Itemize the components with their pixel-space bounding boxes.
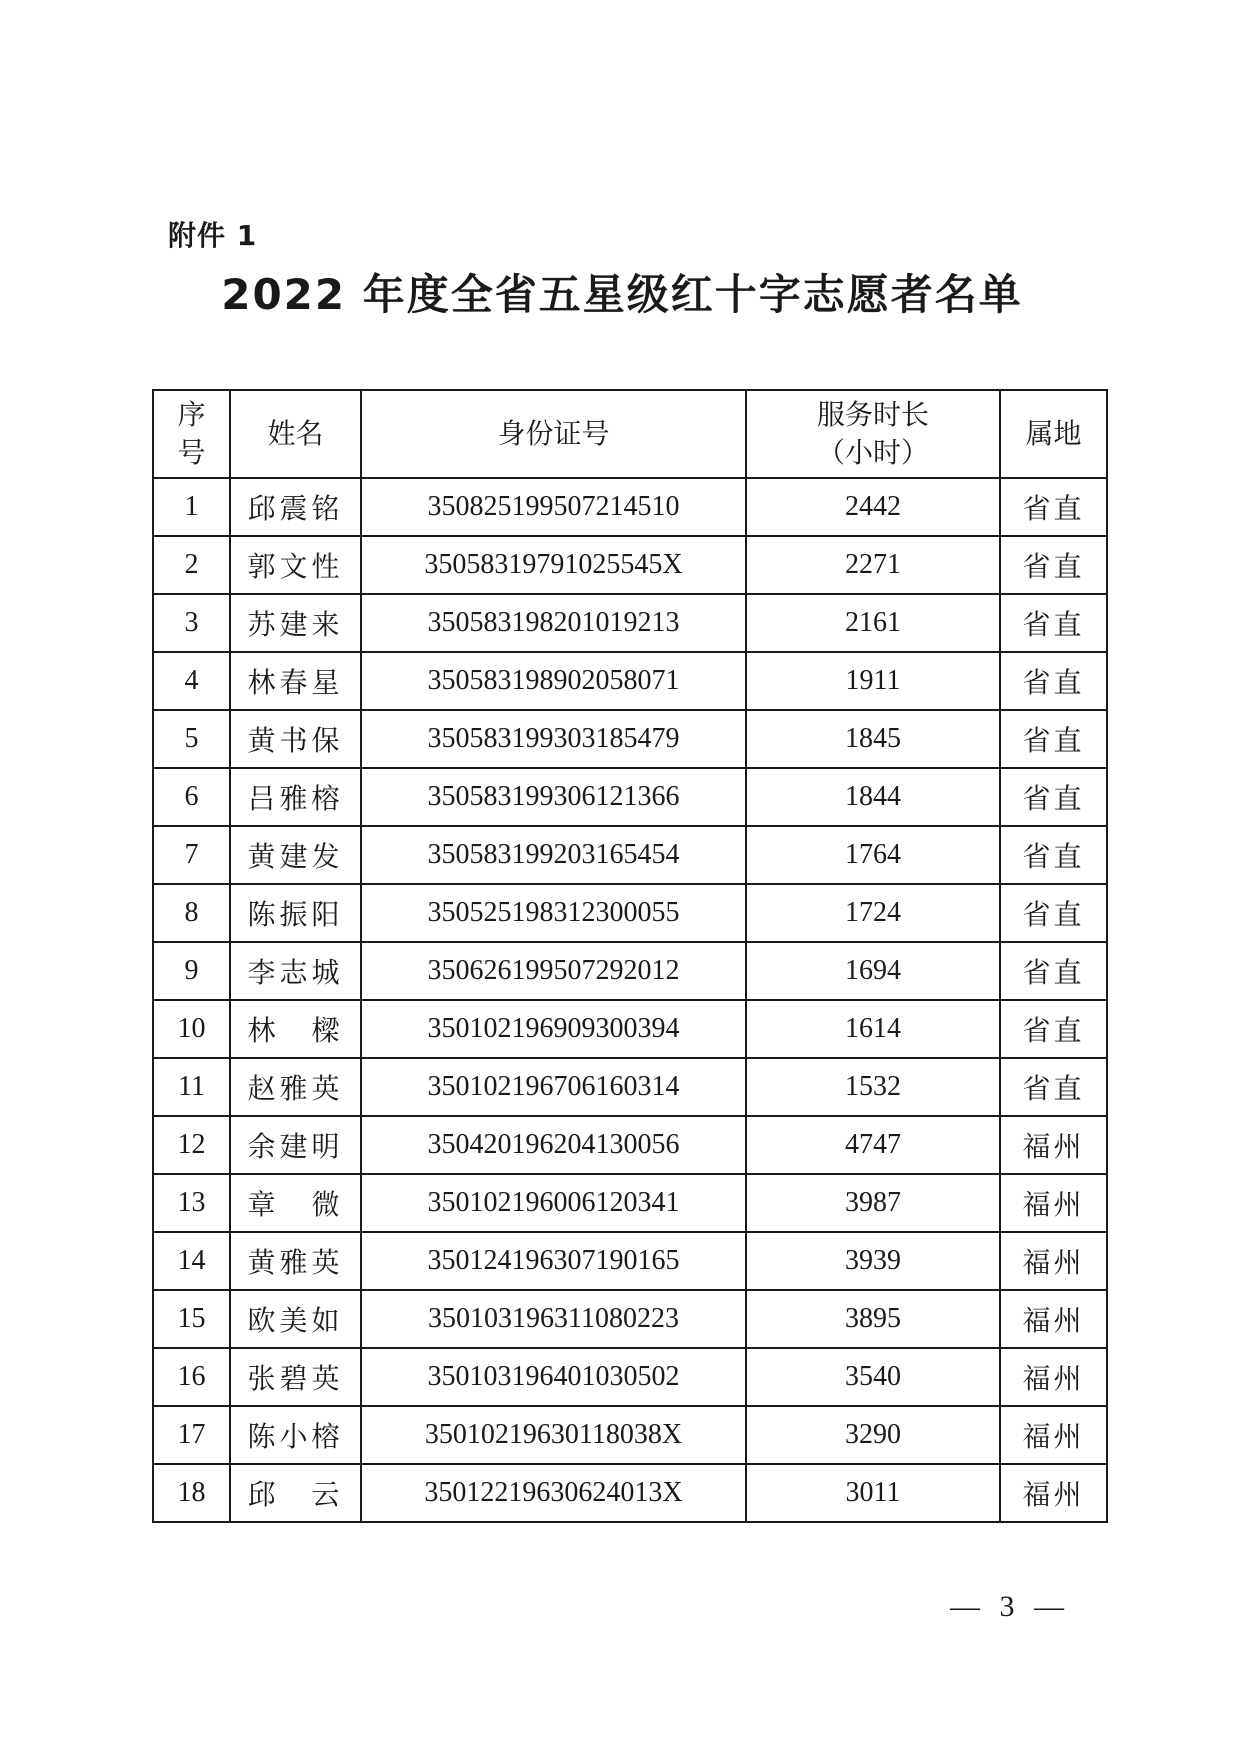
row-name: 黄建发	[230, 826, 361, 884]
table-row	[153, 1348, 1107, 1406]
header-seq-line1: 序	[177, 398, 206, 431]
row-region: 省直	[1000, 1000, 1107, 1058]
row-service-hours: 2271	[746, 536, 1000, 594]
row-service-hours: 2161	[746, 594, 1000, 652]
table-row	[153, 536, 1107, 594]
table-row	[153, 1406, 1107, 1464]
row-region: 省直	[1000, 478, 1107, 536]
row-seq: 7	[153, 826, 230, 884]
row-id-number: 350102196706160314	[361, 1058, 746, 1116]
row-seq: 13	[153, 1174, 230, 1232]
row-seq: 3	[153, 594, 230, 652]
row-id-number: 35058319791025545X	[361, 536, 746, 594]
row-id-number: 350124196307190165	[361, 1232, 746, 1290]
row-service-hours: 2442	[746, 478, 1000, 536]
row-region: 福州	[1000, 1464, 1107, 1522]
row-name: 陈振阳	[230, 884, 361, 942]
row-id-number: 35012219630624013X	[361, 1464, 746, 1522]
row-service-hours: 3540	[746, 1348, 1000, 1406]
table-row	[153, 826, 1107, 884]
row-name: 林春星	[230, 652, 361, 710]
row-id-number: 350102196006120341	[361, 1174, 746, 1232]
table-header-row	[153, 390, 1107, 478]
row-id-number: 350103196401030502	[361, 1348, 746, 1406]
row-id-number: 350583199306121366	[361, 768, 746, 826]
header-hours-line1: 服务时长	[816, 398, 929, 431]
table-row	[153, 1058, 1107, 1116]
table-row	[153, 652, 1107, 710]
row-seq: 8	[153, 884, 230, 942]
row-service-hours: 3290	[746, 1406, 1000, 1464]
row-region: 省直	[1000, 710, 1107, 768]
row-name: 陈小榕	[230, 1406, 361, 1464]
volunteer-table	[152, 389, 1108, 1523]
row-id-number: 350103196311080223	[361, 1290, 746, 1348]
annex-label: 附件 1	[168, 219, 258, 252]
table-row	[153, 768, 1107, 826]
row-name: 章 微	[230, 1174, 361, 1232]
row-region: 省直	[1000, 826, 1107, 884]
table-row	[153, 1290, 1107, 1348]
row-region: 省直	[1000, 594, 1107, 652]
row-seq: 12	[153, 1116, 230, 1174]
row-name: 林 樑	[230, 1000, 361, 1058]
header-region: 属地	[1000, 390, 1107, 478]
table-row	[153, 884, 1107, 942]
row-region: 省直	[1000, 652, 1107, 710]
page-number: — 3 —	[950, 1590, 1070, 1623]
row-service-hours: 1694	[746, 942, 1000, 1000]
row-seq: 5	[153, 710, 230, 768]
row-name: 苏建来	[230, 594, 361, 652]
row-id-number: 350626199507292012	[361, 942, 746, 1000]
row-region: 省直	[1000, 942, 1107, 1000]
row-region: 福州	[1000, 1174, 1107, 1232]
row-seq: 14	[153, 1232, 230, 1290]
row-service-hours: 3011	[746, 1464, 1000, 1522]
row-id-number: 350525198312300055	[361, 884, 746, 942]
row-service-hours: 3895	[746, 1290, 1000, 1348]
row-service-hours: 4747	[746, 1116, 1000, 1174]
row-service-hours: 1845	[746, 710, 1000, 768]
row-id-number: 350825199507214510	[361, 478, 746, 536]
row-name: 张碧英	[230, 1348, 361, 1406]
row-region: 福州	[1000, 1348, 1107, 1406]
table-row	[153, 1232, 1107, 1290]
row-name: 邱震铭	[230, 478, 361, 536]
table-row	[153, 1174, 1107, 1232]
row-service-hours: 1724	[746, 884, 1000, 942]
row-seq: 6	[153, 768, 230, 826]
row-seq: 2	[153, 536, 230, 594]
header-seq-line2: 号	[177, 436, 206, 469]
row-region: 省直	[1000, 884, 1107, 942]
header-seq	[153, 390, 230, 478]
row-id-number: 350583199303185479	[361, 710, 746, 768]
row-name: 赵雅英	[230, 1058, 361, 1116]
row-seq: 1	[153, 478, 230, 536]
row-seq: 16	[153, 1348, 230, 1406]
table-row	[153, 594, 1107, 652]
row-service-hours: 1532	[746, 1058, 1000, 1116]
header-hours	[746, 390, 1000, 478]
document-title: 2022 年度全省五星级红十字志愿者名单	[221, 270, 1023, 319]
table-row	[153, 1464, 1107, 1522]
row-service-hours: 3987	[746, 1174, 1000, 1232]
row-id-number: 35010219630118038X	[361, 1406, 746, 1464]
table-row	[153, 942, 1107, 1000]
header-hours-line2: （小时）	[816, 436, 929, 469]
row-seq: 18	[153, 1464, 230, 1522]
row-region: 省直	[1000, 1058, 1107, 1116]
row-name: 余建明	[230, 1116, 361, 1174]
row-region: 省直	[1000, 768, 1107, 826]
row-service-hours: 1844	[746, 768, 1000, 826]
row-seq: 15	[153, 1290, 230, 1348]
row-id-number: 350583198201019213	[361, 594, 746, 652]
row-id-number: 350420196204130056	[361, 1116, 746, 1174]
row-region: 福州	[1000, 1290, 1107, 1348]
row-region: 省直	[1000, 536, 1107, 594]
row-seq: 9	[153, 942, 230, 1000]
row-seq: 4	[153, 652, 230, 710]
table-row	[153, 1000, 1107, 1058]
row-name: 郭文性	[230, 536, 361, 594]
row-seq: 17	[153, 1406, 230, 1464]
row-region: 福州	[1000, 1406, 1107, 1464]
row-service-hours: 1911	[746, 652, 1000, 710]
row-seq: 10	[153, 1000, 230, 1058]
row-name: 黄书保	[230, 710, 361, 768]
row-region: 福州	[1000, 1116, 1107, 1174]
header-id-number: 身份证号	[361, 390, 746, 478]
header-name: 姓名	[230, 390, 361, 478]
row-id-number: 350583198902058071	[361, 652, 746, 710]
row-name: 吕雅榕	[230, 768, 361, 826]
row-id-number: 350583199203165454	[361, 826, 746, 884]
table-row	[153, 710, 1107, 768]
row-service-hours: 3939	[746, 1232, 1000, 1290]
row-name: 李志城	[230, 942, 361, 1000]
row-seq: 11	[153, 1058, 230, 1116]
row-name: 欧美如	[230, 1290, 361, 1348]
row-service-hours: 1614	[746, 1000, 1000, 1058]
table-row	[153, 478, 1107, 536]
row-region: 福州	[1000, 1232, 1107, 1290]
row-service-hours: 1764	[746, 826, 1000, 884]
row-name: 邱 云	[230, 1464, 361, 1522]
table-row	[153, 1116, 1107, 1174]
row-id-number: 350102196909300394	[361, 1000, 746, 1058]
row-name: 黄雅英	[230, 1232, 361, 1290]
